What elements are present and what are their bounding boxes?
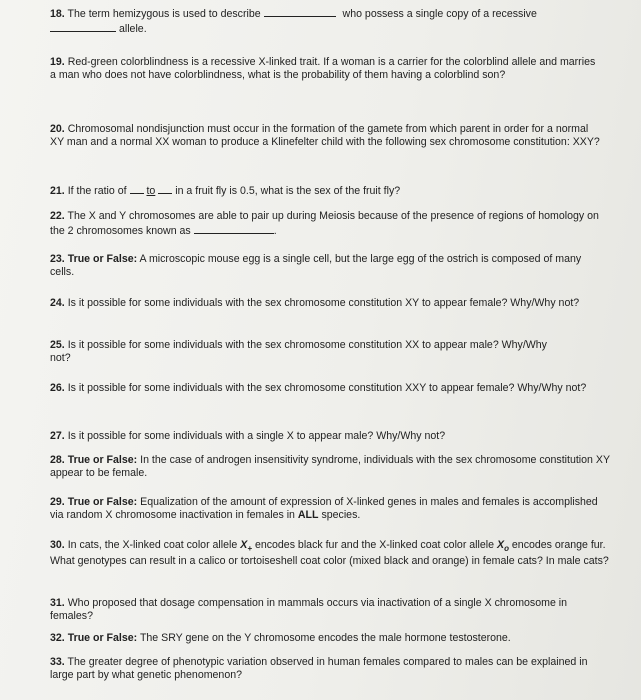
question-number: 30.: [50, 539, 65, 551]
question-number: 18.: [50, 8, 65, 20]
question-number: 27.: [50, 430, 65, 442]
answer-blank[interactable]: [194, 223, 274, 234]
true-false-label: True or False:: [67, 253, 138, 265]
question-text-continued: who possess a single copy of a recessive: [342, 8, 537, 20]
question-text: The X and Y chromosomes are able to pair up during Meiosis because of the presence of regions of homology on the 2 chromosomes known as: [50, 210, 599, 237]
question-25: [50, 339, 570, 365]
allele-x-o: $X_o$: [496, 539, 509, 554]
question-22: [50, 210, 600, 238]
emphasis-all: ALL: [297, 509, 319, 521]
question-text: In cats, the X-linked coat color allele: [67, 539, 238, 551]
true-false-label: True or False:: [67, 454, 138, 466]
true-false-label: True or False:: [67, 496, 138, 508]
question-number: 26.: [50, 382, 65, 394]
question-number: 23.: [50, 253, 65, 265]
question-text-continued: encodes black fur and the X-linked coat color allele: [254, 539, 495, 551]
question-text: If the ratio of: [67, 185, 127, 197]
question-text: The term hemizygous is used to describe: [67, 8, 261, 20]
question-29: [50, 496, 610, 522]
question-text: Who proposed that dosage compensation in mammals occurs via inactivation of a single X chromosome in females?: [50, 597, 568, 622]
answer-blank[interactable]: [264, 6, 336, 17]
question-27: [50, 430, 610, 443]
question-number: 28.: [50, 454, 65, 466]
question-text: Red-green colorblindness is a recessive X-linked trait. If a woman is a carrier for the colorblind allele and marries a man who does not have colorblindness, what is the probability of them having a colorblind son?: [50, 56, 596, 81]
question-26: [50, 382, 590, 395]
question-number: 24.: [50, 297, 65, 309]
question-30: [50, 539, 610, 568]
question-text-end: allele.: [118, 23, 147, 35]
question-text: Chromosomal nondisjunction must occur in the formation of the gamete from which parent in order for a normal XY man and a normal XX woman to produce a Klinefelter child with the following sex chromosome constitution: XXY?: [50, 123, 600, 148]
question-text: Is it possible for some individuals with the sex chromosome constitution XY to appear female? Why/Why not?: [67, 297, 580, 309]
question-text: Equalization of the amount of expression of X-linked genes in males and females is accomplished via random X chromosome inactivation in females in: [50, 496, 598, 521]
true-false-label: True or False:: [67, 632, 138, 644]
question-23: [50, 253, 602, 279]
question-24: [50, 297, 580, 310]
question-18: [50, 6, 610, 36]
question-number: 22.: [50, 210, 65, 222]
question-number: 31.: [50, 597, 65, 609]
question-text: The SRY gene on the Y chromosome encodes the male hormone testosterone.: [139, 632, 511, 644]
question-31: [50, 597, 575, 623]
question-20: [50, 123, 602, 149]
question-text: A microscopic mouse egg is a single cell, but the large egg of the ostrich is composed of many cells.: [50, 253, 582, 278]
question-19: [50, 56, 596, 82]
answer-blank[interactable]: [130, 183, 144, 194]
question-21: [50, 183, 610, 198]
question-text: Is it possible for some individuals with the sex chromosome constitution XXY to appear female? Why/Why not?: [67, 382, 587, 394]
question-number: 19.: [50, 56, 65, 68]
question-number: 25.: [50, 339, 65, 351]
question-text: The greater degree of phenotypic variation observed in human females compared to males can be explained in large part by what genetic phenomenon?: [50, 656, 588, 681]
answer-blank[interactable]: [50, 21, 116, 32]
question-text-continued: in a fruit fly is 0.5, what is the sex of the fruit fly?: [175, 185, 401, 197]
question-text-end: .: [273, 225, 277, 237]
ratio-to: to: [146, 185, 156, 197]
question-text: Is it possible for some individuals with a single X to appear male? Why/Why not?: [67, 430, 446, 442]
question-28: [50, 454, 610, 480]
question-text: In the case of androgen insensitivity syndrome, individuals with the sex chromosome constitution XY appear to be female.: [50, 454, 610, 479]
question-text-end: species.: [321, 509, 361, 521]
question-text-end: encodes orange fur. What genotypes can result in a calico or tortoiseshell coat color (mixed black and orange) in female cats? In male cats?: [50, 539, 609, 568]
question-text: Is it possible for some individuals with the sex chromosome constitution XX to appear male? Why/Why not?: [50, 339, 547, 364]
question-number: 21.: [50, 185, 65, 197]
question-number: 33.: [50, 656, 65, 668]
answer-blank[interactable]: [158, 183, 172, 194]
question-number: 32.: [50, 632, 65, 644]
question-number: 29.: [50, 496, 65, 508]
question-33: [50, 656, 610, 682]
allele-x-plus: $X_+$: [240, 539, 252, 554]
question-32: [50, 632, 610, 645]
question-number: 20.: [50, 123, 65, 135]
